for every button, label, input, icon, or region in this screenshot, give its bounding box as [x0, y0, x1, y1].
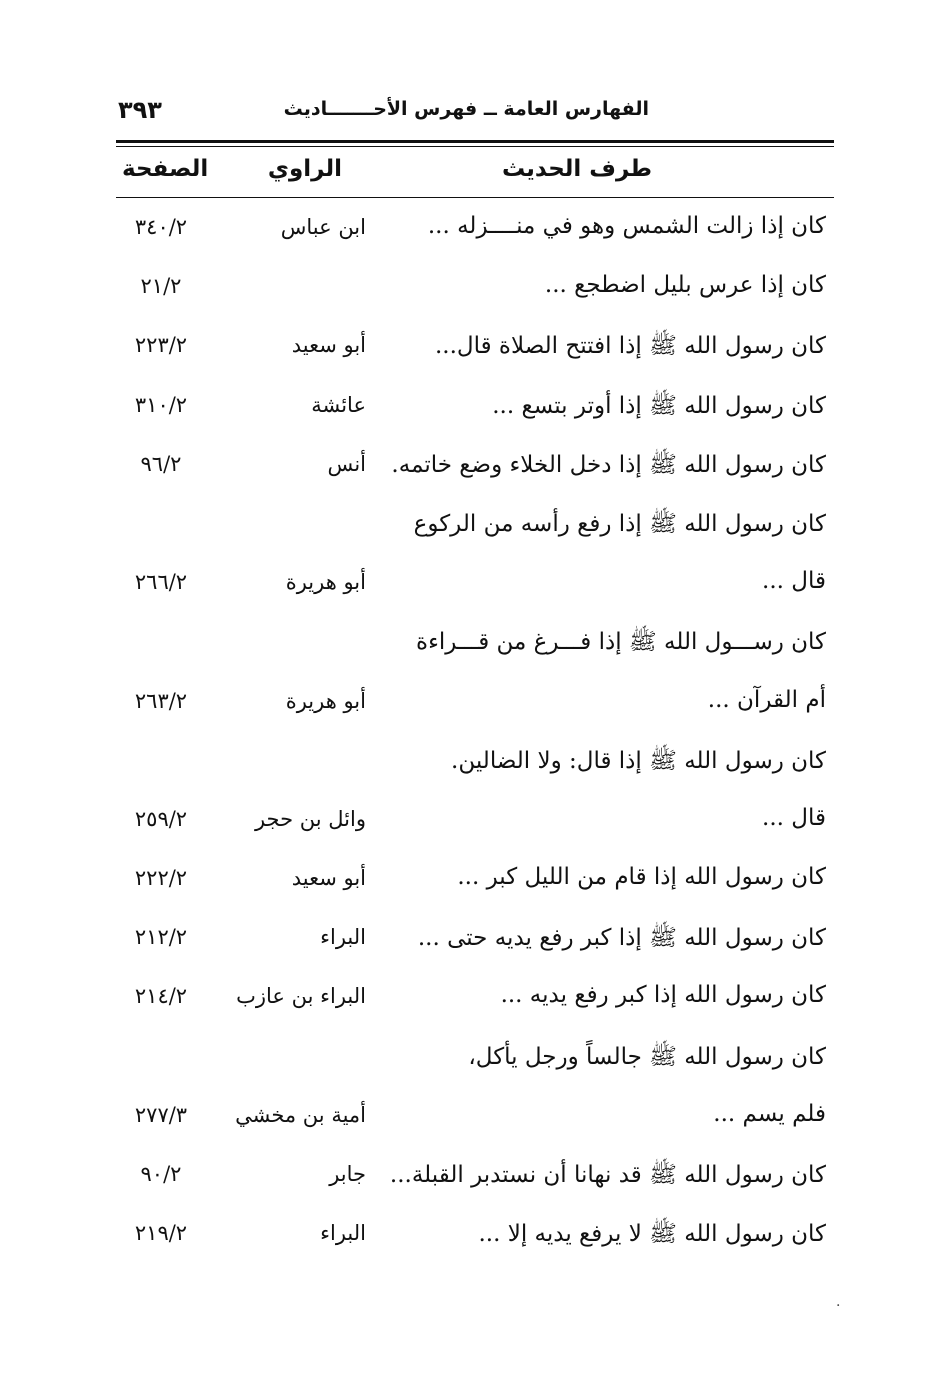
hadith-text: كان رسول الله ﷺ إذا أوتر بتسع ...: [492, 392, 826, 419]
narrator: وائل بن حجر: [254, 806, 366, 831]
header-rule-thin: [116, 146, 834, 147]
narrator: جابر: [329, 1162, 366, 1186]
page-ref: ٢٢٢/٢: [134, 866, 188, 891]
page-number: ٣٩٣: [118, 96, 162, 124]
page-ref: ٢٢٣/٢: [134, 333, 188, 358]
narrator: أبو هريرة: [285, 570, 366, 595]
page-ref: ٢١٢/٢: [134, 925, 188, 950]
narrator: عائشة: [311, 392, 366, 417]
running-head: [118, 96, 834, 130]
table-row: [116, 444, 834, 503]
narrator: البراء: [320, 925, 366, 950]
hadith-text: كان رســـول الله ﷺ إذا فـــرغ من قـــراءة: [416, 629, 826, 656]
column-header-rule: [116, 197, 834, 198]
table-row: [116, 207, 834, 266]
page-ref: ٢٦٦/٢: [134, 570, 188, 595]
table-row: [116, 266, 834, 325]
column-header-narrator: الراوي: [267, 156, 342, 182]
hadith-text: كان رسول الله ﷺ إذا كبر رفع يديه حتى ...: [417, 925, 826, 952]
table-row: [116, 385, 834, 444]
hadith-text: كان رسول الله ﷺ إذا قال: ولا الضالين.: [451, 747, 826, 774]
hadith-text: كان رسول الله ﷺ جالساً ورجل يأكل،: [468, 1043, 826, 1070]
page-ref: ٢٦٣/٢: [134, 688, 188, 713]
page-ref: ٩٦/٢: [140, 451, 182, 476]
table-row: [116, 681, 834, 740]
table-row: [116, 1154, 834, 1213]
hadith-text: كان رسول الله ﷺ إذا رفع رأسه من الركوع: [413, 510, 826, 537]
narrator: أبو سعيد: [291, 333, 366, 358]
narrator: أمية بن مخشي: [235, 1102, 366, 1127]
table-row: [116, 858, 834, 917]
table-row: [116, 1036, 834, 1095]
narrator: أبو هريرة: [285, 688, 366, 713]
page-ref: ٩٠/٢: [140, 1162, 182, 1186]
running-title: الفهارس العامة ــ فهرس الأحـــــــاديث: [283, 98, 649, 120]
page-ref: ٣٤٠/٢: [134, 215, 188, 239]
table-row: [116, 621, 834, 680]
hadith-text: كان رسول الله ﷺ لا يرفع يديه إلا ...: [478, 1221, 826, 1248]
narrator: البراء: [320, 1221, 366, 1246]
table-row: [116, 1213, 834, 1272]
hadith-text: أم القرآن ...: [707, 686, 826, 713]
narrator: ابن عباس: [280, 215, 366, 239]
narrator: أبو سعيد: [291, 866, 366, 891]
page-ref: ٣١٠/٢: [134, 392, 188, 417]
page-dot-mark: ·: [836, 1298, 841, 1314]
hadith-text: كان رسول الله إذا كبر رفع يديه ...: [500, 982, 826, 1009]
hadith-text: كان إذا عرس بليل اضطجع ...: [544, 272, 826, 299]
hadith-text: كان رسول الله ﷺ إذا افتتح الصلاة قال...: [434, 333, 826, 360]
hadith-text: كان إذا زالت الشمس وهو في منــــزله ...: [427, 213, 826, 239]
table-row: [116, 740, 834, 799]
column-header-hadith: طرف الحديث: [501, 156, 652, 182]
table-row: [116, 917, 834, 976]
narrator: أنس: [327, 451, 366, 476]
table-row: [116, 976, 834, 1035]
hadith-text: قال ...: [762, 568, 826, 595]
table-row: [116, 503, 834, 562]
narrator: البراء بن عازب: [236, 984, 366, 1009]
table-row: [116, 799, 834, 858]
page-ref: ٢٧٧/٣: [134, 1102, 188, 1127]
page-ref: ٢١٩/٢: [134, 1221, 188, 1246]
page-ref: ٢٥٩/٢: [134, 806, 188, 831]
hadith-text: كان رسول الله ﷺ إذا دخل الخلاء وضع خاتمه.: [391, 451, 826, 478]
hadith-text: كان رسول الله ﷺ قد نهانا أن نستدبر القبلة...: [389, 1162, 826, 1188]
hadith-index-table: [116, 207, 834, 1272]
header-rule-thick: [116, 140, 834, 143]
hadith-text: كان رسول الله إذا قام من الليل كبر ...: [457, 864, 826, 891]
table-row: [116, 562, 834, 621]
page-ref: ٢١/٢: [140, 274, 182, 299]
table-row: [116, 325, 834, 384]
hadith-text: فلم يسم ...: [713, 1100, 826, 1127]
table-row: [116, 1095, 834, 1154]
column-header-page: الصفحة: [122, 156, 209, 182]
hadith-text: قال ...: [762, 804, 826, 831]
page-ref: ٢١٤/٢: [134, 984, 188, 1009]
